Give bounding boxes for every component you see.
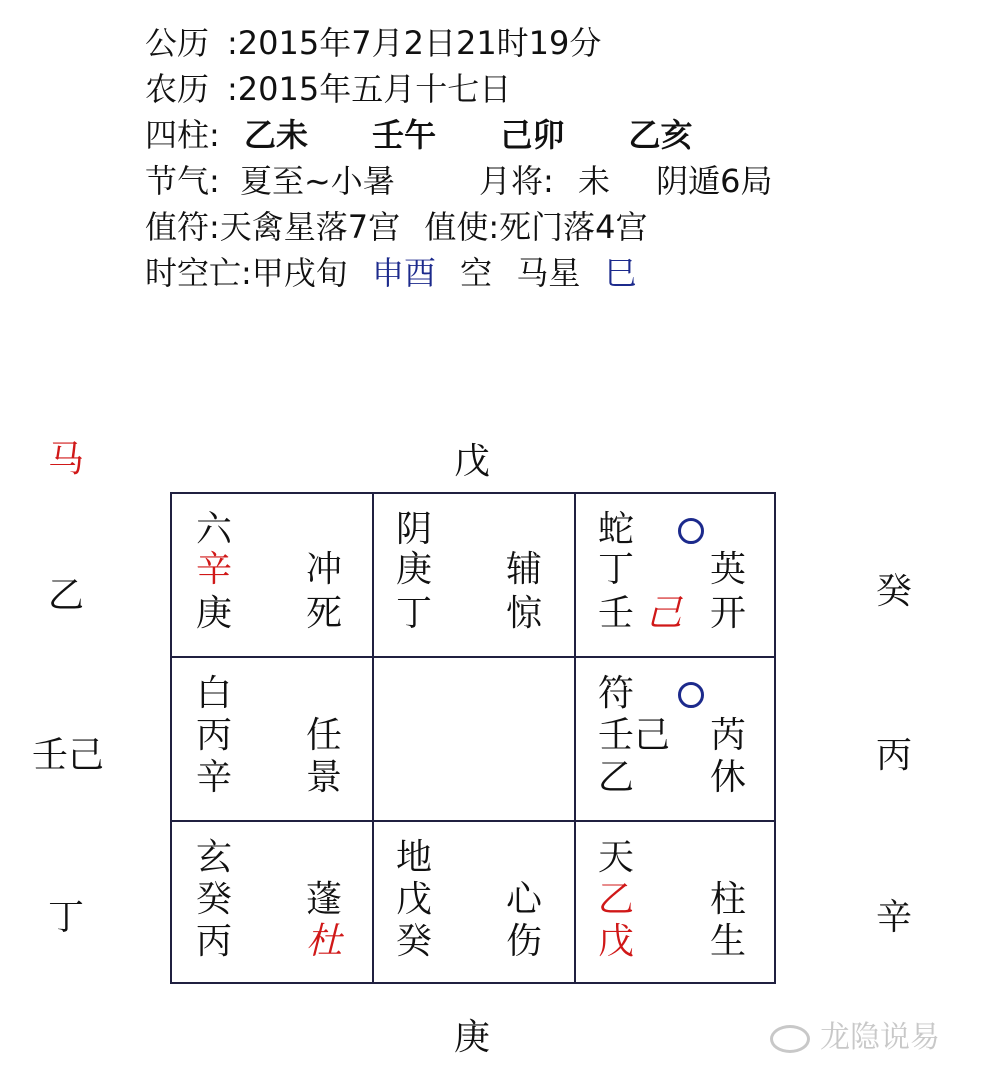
pillar-year: 乙未 xyxy=(243,116,308,154)
palace-star: 英 xyxy=(710,549,747,590)
palace-star: 芮 xyxy=(710,715,747,756)
lunar-date-line xyxy=(145,66,773,112)
palace-heaven-stem: 丙 xyxy=(196,715,233,756)
palace-heaven-stem: 乙 xyxy=(598,879,635,920)
month-general-label: 月将: xyxy=(478,162,554,200)
watermark-text: 龙隐说易 xyxy=(820,1020,940,1055)
palace-top-right xyxy=(576,494,774,658)
nine-palace-grid xyxy=(170,492,776,984)
dun-value: 阴遁6局 xyxy=(656,162,773,200)
empty-circle-icon xyxy=(678,518,704,544)
zhishi-text: 值使:死门落4宫 xyxy=(424,208,648,246)
kongwang-line xyxy=(145,250,773,296)
palace-earth-stem: 丁 xyxy=(396,593,433,634)
palace-door: 生 xyxy=(710,921,747,962)
palace-door: 杜 xyxy=(306,921,343,962)
palace-god: 玄 xyxy=(196,837,233,878)
palace-door: 惊 xyxy=(506,593,543,634)
palace-star: 任 xyxy=(306,715,343,756)
palace-door: 景 xyxy=(306,757,343,798)
solar-value: :2015年7月2日21时19分 xyxy=(227,24,602,62)
palace-god: 白 xyxy=(196,673,233,714)
pillars-label: 四柱: xyxy=(145,116,220,154)
palace-earth-stem: 癸 xyxy=(396,921,433,962)
palace-middle-right xyxy=(576,658,774,822)
solar-term-line xyxy=(145,158,773,204)
chart-header xyxy=(145,20,773,296)
palace-god: 六 xyxy=(196,509,233,550)
month-general-value: 未 xyxy=(577,162,610,200)
horse-star-value: 巳 xyxy=(604,254,637,292)
palace-heaven-stem: 壬己 xyxy=(598,715,671,756)
kongwang-label: 时空亡:甲戌旬 xyxy=(145,254,348,292)
palace-door: 开 xyxy=(710,593,747,634)
palace-bottom-left xyxy=(172,822,374,982)
lunar-label: 农历 xyxy=(145,70,210,108)
horse-star-label: 马星 xyxy=(516,254,581,292)
palace-heaven-stem: 戊 xyxy=(396,879,433,920)
palace-heaven-stem: 癸 xyxy=(196,879,233,920)
palace-earth-stem-extra: 己 xyxy=(646,593,683,634)
palace-door: 伤 xyxy=(506,921,543,962)
palace-earth-stem: 辛 xyxy=(196,757,233,798)
lunar-value: :2015年五月十七日 xyxy=(227,70,512,108)
outer-left-stem-1: 乙 xyxy=(48,575,85,616)
outer-bottom-stem: 庚 xyxy=(454,1017,491,1058)
palace-earth-stem: 庚 xyxy=(196,593,233,634)
solar-term-label: 节气: xyxy=(145,162,220,200)
palace-god: 蛇 xyxy=(598,509,635,550)
palace-heaven-stem: 辛 xyxy=(196,549,233,590)
palace-star: 心 xyxy=(506,879,543,920)
palace-door: 死 xyxy=(306,593,343,634)
outer-left-stem-2: 壬己 xyxy=(32,735,105,776)
palace-god: 天 xyxy=(598,837,635,878)
outer-right-stem-3: 辛 xyxy=(876,897,913,938)
palace-middle-left xyxy=(172,658,374,822)
palace-god: 符 xyxy=(598,673,635,714)
horse-mark: 马 xyxy=(48,439,85,480)
palace-earth-stem: 壬 xyxy=(598,593,635,634)
zhifu-zhishi-line xyxy=(145,204,773,250)
palace-star: 柱 xyxy=(710,879,747,920)
palace-star: 辅 xyxy=(506,549,543,590)
palace-bottom-center xyxy=(374,822,576,982)
pillar-month: 壬午 xyxy=(372,116,437,154)
palace-top-center xyxy=(374,494,576,658)
palace-earth-stem: 丙 xyxy=(196,921,233,962)
kong-label: 空 xyxy=(460,254,493,292)
palace-center xyxy=(374,658,576,822)
outer-left-stem-3: 丁 xyxy=(48,897,85,938)
wechat-icon xyxy=(770,1025,810,1053)
solar-term-value: 夏至~小暑 xyxy=(239,162,395,200)
watermark xyxy=(770,1012,940,1056)
palace-heaven-stem: 丁 xyxy=(598,549,635,590)
solar-label: 公历 xyxy=(145,24,210,62)
outer-right-stem-2: 丙 xyxy=(876,735,913,776)
palace-door: 休 xyxy=(710,757,747,798)
palace-bottom-right xyxy=(576,822,774,982)
four-pillars-line xyxy=(145,112,773,158)
empty-circle-icon xyxy=(678,682,704,708)
palace-star: 冲 xyxy=(306,549,343,590)
palace-earth-stem: 乙 xyxy=(598,757,635,798)
solar-date-line xyxy=(145,20,773,66)
palace-earth-stem: 戊 xyxy=(598,921,635,962)
palace-heaven-stem: 庚 xyxy=(396,549,433,590)
kongwang-value: 申酉 xyxy=(371,254,436,292)
palace-god: 阴 xyxy=(396,509,433,550)
outer-right-stem-1: 癸 xyxy=(876,571,913,612)
zhifu-text: 值符:天禽星落7宫 xyxy=(145,208,401,246)
palace-top-left xyxy=(172,494,374,658)
palace-star: 蓬 xyxy=(306,879,343,920)
pillar-hour: 乙亥 xyxy=(628,116,693,154)
palace-god: 地 xyxy=(396,837,433,878)
outer-top-stem: 戊 xyxy=(454,441,491,482)
pillar-day: 己卯 xyxy=(500,116,565,154)
